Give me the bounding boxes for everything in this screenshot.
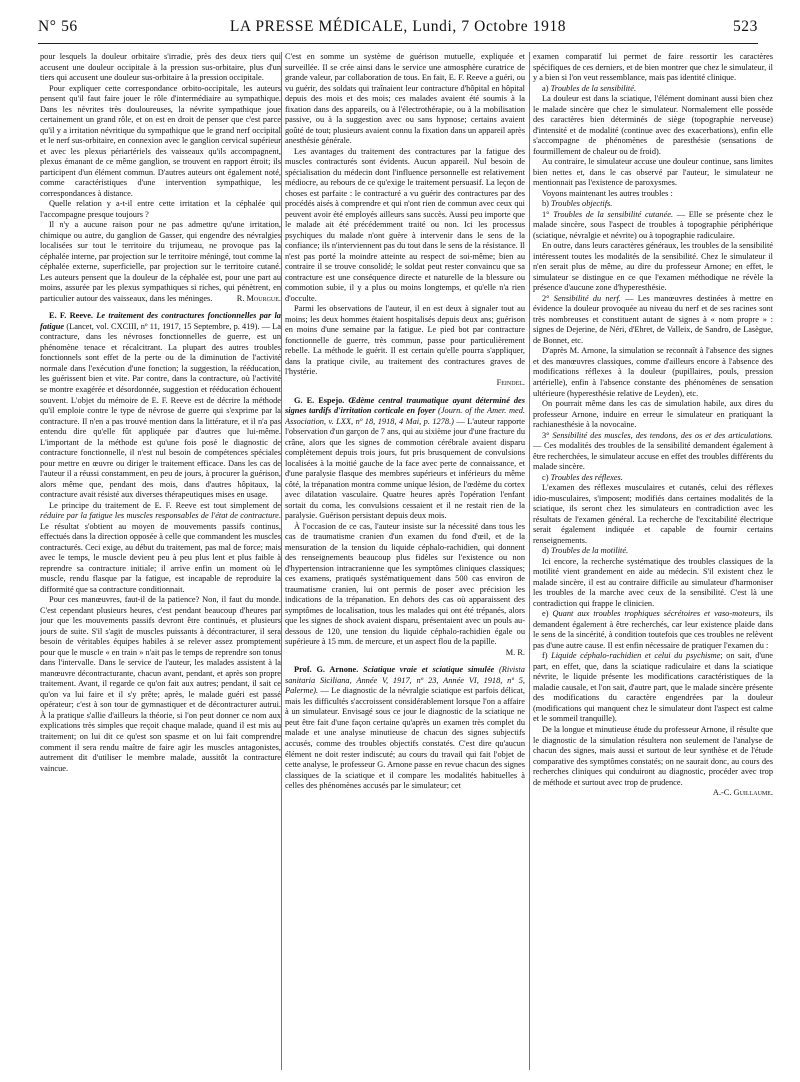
article-title: Le traitement des contractures fonctionnelles par la fatigue <box>40 311 281 331</box>
paragraph: Pour expliquer cette correspondance orbito-occipitale, les auteurs pensent qu'il faut faire jouer le rôle d'intermédiaire au sympathique. Dans les névrites très douloureuses, la névrite sympathique joue certainement un grand rôle, et on est en droit de penser que c'est parce qu'il y a irritation névritique du sympathique que le grand nerf occipital et le nerf sus-orbitaire, en connexion avec le ganglion cervical supérieur et avec les plexus périartériels des vaisseaux qu'ils accompagnent, plexus émanant de ce même ganglion, se trouvent en rapport étroit; ils participent d'un élément commun. D'autres auteurs ont également noté, comme caractéristiques d'une intervention sympathique, les correspondances à distance. <box>40 83 281 198</box>
signature <box>285 648 525 659</box>
article-body: — L'auteur rapporte l'observation d'un garçon de 7 ans, qui au sixième jour d'une fracture du crâne, alors que les signes de commotion cérébrale avaient disparu complètement depuis trois jours, fut pris brusquement de convulsions localisées à la moitié gauche de la face avec perte de connaissance, et d'une paralysie flasque des membres supérieurs et inférieurs du même côté, la trépanation montra comme unique lésion, de l'œdème du cortex avec dilatation vasculaire. Quatre heures après l'opération l'enfant sortait du coma, les convulsions cessaient et il ne restait rien de la paralysie. Guérison persistant depuis deux mois. <box>285 416 525 521</box>
paragraph-text: Il n'y a aucune raison pour ne pas admettre qu'une irritation, chimique ou autre, du ganglion de Gasser, qui engendre des névralgies localisées sur tout le territoire du trijumeau, ne provoque pas la céphalée interne, par projection sur le territoire méningé, tout comme la céphalée externe, superficielle, par projection sur le territoire cutané. Les auteurs pensent que la douleur de la céphalée est, pour une part au moins, assurée par les plexus sympathiques si riches, qui pénètrent, en particulier autour des vaisseaux, dans les méninges. <box>40 220 281 303</box>
paragraph: La douleur est dans la sciatique, l'élément dominant aussi bien chez le malade sincère que chez le simulateur. Normalement elle possède des caractères bien déterminés de siège (topographie nerveuse) d'intensité et de modalité (continue avec des exacerbations), enfin elle s'accompagne de phénomènes de paresthésie (sensations de fourmillement de chaleur ou de froid). <box>533 94 773 156</box>
paragraph: C'est en somme un système de guérison mutuelle, expliquée et surveillée. Il se crée ainsi dans le service une atmosphère curatrice de grande valeur, par collaboration de tous. En fait, E. F. Reeve a guéri, ou vu guérir, des soldats qui traînaient leur contracture d'hôpital en hôpital depuis des mois et des mois; ces malades avaient été soumis à la fixation dans des appareils, ou à l'électrothérapie, ou à la mobilisation passive, ou à la suggestion avec ou sans hypnose; certains avaient goûté de tout; plusieurs avaient connu la fixation dans un appareil après anesthésie générale. <box>285 52 525 146</box>
paragraph: Les avantages du traitement des contractures par la fatigue des muscles contracturés sont évidents. Aucun appareil. Nul besoin de spécialisation du médecin dont l'influence personnelle est relativement médiocre, au rebours de ce qu'exige le traitement persuasif. La leçon de choses est parfaite : le contracturé a vu guérir des contractures par des procédés aisés à comprendre et qui n'ont rien de commun avec ceux qui peuvent avoir été employés ailleurs sans succès. Aussi peu importe que le malade ait été précédemment traité ou non. Ici les processus psychiques du malade n'ont guère à intervenir dans le sens de la confiance; ils n'interviennent pas du tout dans le sens de la résistance. Il n'est pas porté la moindre atteinte au respect de soi-même; bien au contraire il se trouve consolidé; le soldat peut rester convaincu que sa contracture est une conséquence directe et naturelle de la blessure ou commotion subie, il y a plus ou moins longtemps, et qu'elle n'a rien d'occulte. <box>285 146 525 303</box>
section-title: Troubles de la sensibilité. <box>550 83 637 93</box>
article-body: (Lancet, vol. CXCIII, nº 11, 1917, 15 Septembre, p. 419). — La contracture, dans les névroses fonctionnelles de guerre, est un phénomène tenace et récalcitrant. La plupart des autres troubles fonctionnels sont effet de la perte ou de la diminution de l'activité normale dans l'exécution d'une fonction; la suggestion, la rééducation, les guérissent bien et vite. Par contre, dans la contracture, où l'activité se montre exagérée et désordonnée, suggestion et rééducation échouent souvent. L'objet du mémoire de E. F. Reeve est de décrire la méthode qu'il emploie contre le type de névrose de guerre qui s'exprime par la contracture. Il n'en a pas trouvé mention dans la littérature, et il n'a pas entendu dire qu'elle fût appliquée par d'autres que lui-même. L'important de la méthode est qu'une fois posé le diagnostic de contracture fonctionnelle, il n'est nul besoin de compétences spéciales pour mettre en œuvre ou diriger le traitement efficace. Dans les cas de l'auteur il a réussi constamment, en peu de jours, à procurer la guérison, alors même que, pendant des mois, dans d'autres hôpitaux, la contracture avait résisté aux diverses thérapeutiques mises en usage. <box>40 321 281 500</box>
paragraph <box>40 501 281 596</box>
section-a: a) Troubles de la sensibilité. <box>542 83 637 93</box>
paragraph: 2° Sensibilité du nerf. — Les manœuvres destinées à mettre en évidence la douleur provoquée au niveau du nerf et de ses racines sont très nombreuses et constituent autant de signes à « nom propre » : signes de Dejerine, de Néri, d'Ehret, de Valleix, de Sandro, de Lasègue, de Bonnet, etc. <box>533 293 773 345</box>
paragraph: De la longue et minutieuse étude du professeur Arnone, il résulte que le diagnostic de la simulation résultera non seulement de l'analyse de chacun des signes, mais aussi et surtout de leur synthèse et de l'étude comparative des symptômes constatés; on ne saurait donc, au cours des recherches cliniques qui conduiront au diagnostic, procéder avec trop de méthode et surtout avec trop de prudence. <box>533 725 773 787</box>
journal-title: LA PRESSE MÉDICALE, Lundi, 7 Octobre 1918 <box>229 18 567 35</box>
paragraph: Quelle relation y a-t-il entre cette irritation et la céphalée qui l'accompagne presque toujours ? <box>40 199 281 219</box>
paragraph-text: Le principe du traitement de E. F. Reeve est tout simplement de <box>49 500 281 510</box>
signature: R. Mourgue. <box>236 293 281 303</box>
column-2 <box>285 52 525 1074</box>
paragraph: f) Liquide céphalo-rachidien et celui du psychisme; on sait, d'une part, en effet, que, dans la sciatique radiculaire et dans la sciatique névrite, le liquide présente les modifications caractéristiques de la maladie causale, et l'on sait, d'autre part, que le malade sincère présente des modifications du caractère engendrées par la douleur (modifications qui manquent chez le simulateur dont l'aspect est calme et le sommeil tranquille). <box>533 651 773 724</box>
article-reeve <box>40 311 281 500</box>
issue-number: N° 56 <box>38 18 78 35</box>
paragraph: 3° Sensibilité des muscles, des tendons, des os et des articulations. — Ces modalités des troubles de la sensibilité demandent également à être recherchées, le simulateur accuse en effet des troubles différents du malade sincère. <box>533 430 773 472</box>
paragraph-text: — Ces modalités des troubles de la sensibilité demandent également à être recherchées, le simulateur accuse en effet des troubles différents du malade sincère. <box>533 441 773 472</box>
article-title: Œdème central traumatique ayant déterminé des signes tardifs d'irritation corticale en foyer <box>285 395 525 416</box>
column-divider <box>529 52 530 1070</box>
paragraph-text: — Elle se présente chez le malade sincère, sous l'aspect de troubles à topographie périphérique (sciatique, névralgie et névrite) ou à topographie radiculaire. <box>533 209 773 240</box>
section-b: b) Troubles objectifs. <box>542 199 613 209</box>
paragraph-text: ; on sait, d'une part, en effet, que, dans la sciatique radiculaire et dans la sciatique névrite, le liquide présente les modifications caractéristiques de la maladie causale, et l'on sait, d'autre part, que le malade sincère présente des modifications du caractère engendrées par la douleur (modifications qui manquent chez le simulateur dont l'aspect est calme et le sommeil tranquille). <box>533 651 773 724</box>
page-header <box>38 18 758 40</box>
signature-text: A.-C. Guillaume. <box>712 788 773 798</box>
paragraph-text: . Le résultat s'obtient au moyen de mouvements passifs continus, effectués dans la direction opposée à celle que commandent les muscles contracturés. Ceci exige, au début du traitement, pas mal de force; mais avec le temps, le muscle devient peu à peu plus lent et plus faible à reprendre sa contracture initiale; il arrive enfin un moment où le muscle, rendu flasque par la fatigue, est incapable de reproduire la difformité que sa contracture conditionnait. <box>40 511 281 594</box>
emphasis-text: réduire par la fatigue les muscles responsables de l'état de contracture <box>40 511 279 521</box>
section-d: d) Troubles de la motilité. <box>542 546 629 556</box>
article-author: Prof. G. Arnone. <box>294 665 359 675</box>
paragraph: examen comparatif lui permet de faire ressortir les caractères spécifiques de ces derniers, et de bien montrer que chez le simulateur, il y a bien si l'on veut ressemblance, mais pas identité clinique. <box>533 52 773 83</box>
paragraph: D'après M. Arnone, la simulation se reconnaît à l'absence des signes et des manœuvres classiques, comme d'ailleurs encore à l'absence des modifications réflexes à la douleur (pupillaires, pouls, pression artérielle), enfin à l'absence constante des phénomènes de sensation ultérieure (hyperesthésie relative de Leyden), etc. <box>533 346 773 398</box>
section-title: Troubles de la motilité. <box>551 546 629 556</box>
article-body: — Le diagnostic de la névralgie sciatique est parfois délicat, mais les difficultés s'accroissent considérablement lorsque l'on a affaire à un simulateur. Envisagé sous ce jour le diagnostic de la sciatique ne peut être fait d'une façon certaine qu'après un examen très complet du malade et une analyse minutieuse de chacun des signes subjectifs accusés, comme des troubles objectifs constatés. C'est dire qu'aucun élément ne doit rester indiscuté; au cours du travail qui fait l'objet de cette analyse, le professeur G. Arnone passe en revue chacun des signes classiques de la sciatique et il compare les modalités habituelles à celles des phénomènes accusés par le simulateur; cet <box>285 686 525 791</box>
article-espejo <box>285 396 525 522</box>
signature-text: M. R. <box>505 647 525 657</box>
section-c: c) Troubles des réflexes. <box>542 472 623 482</box>
article-arnone <box>285 665 525 791</box>
subsection-title: Sensibilité des muscles, des tendons, des os et des articulations. <box>552 430 773 440</box>
paragraph: Parmi les observations de l'auteur, il en est deux à signaler tout au moins; les deux hommes étaient hospitalisés depuis deux ans; guérison en moins d'une semaine par la fatigue. Le pied bot par contracture fonctionnelle de guerre, très commun, passe pour particulièrement rebelle. La méthode le guérit. Il est certain qu'elle pourra s'appliquer, dans la pratique civile, au traitement des contractures graves de l'hystérie. <box>285 304 525 377</box>
signature-text: Feindel. <box>496 377 525 387</box>
paragraph: Au contraire, le simulateur accuse une douleur continue, sans limites bien nettes et, dans le cas observé par l'auteur, le simulateur ne mentionnait pas l'existence de paroxysmes. <box>533 157 773 188</box>
subsection-title: Sensibilité du nerf. <box>553 293 621 303</box>
subsection-title: Troubles de la sensibilité cutanée. <box>553 209 674 219</box>
paragraph: pour lesquels la douleur orbitaire s'irradie, près des deux tiers qui accusent une douleur occipitale à la pression sus-orbitaire, plus d'un tiers qui accusent une douleur sus-orbitaire à la pression occipitale. <box>40 52 281 83</box>
paragraph: À l'occasion de ce cas, l'auteur insiste sur la nécessité dans tous les cas de traumatisme cranien d'un examen du fond d'œil, et de la mensuration de la tension du liquide céphalo-rachidien, qui donnent des renseignements beaucoup plus fidèles sur l'existence ou non d'hypertension intracranienne que les symptômes cliniques classiques; ces examens, pratiqués systématiquement dans 500 cas environ de traumatisme cranien, lui ont permis de poser avec précision les indications de la trépanation. En dehors des cas où apparaissent des symptômes de localisation, tous les malades qui ont été trépanés, alors que les signes de shock avaient disparu, présentaient avec un pouls au-dessous de 120, une tension du liquide céphalo-rachidien égale ou supérieure à 15 mm. de mercure, et un aspect flou de la papille. <box>285 521 525 647</box>
paragraph: Voyons maintenant les autres troubles : <box>542 188 673 198</box>
section-title: Quant aux troubles trophiques sécrétoires et vaso-moteurs, <box>552 609 762 619</box>
article-reference: (Rivista sanitaria Siciliana, Année V, 1917, nº 23, Année VI, 1918, nº 5, Palerme). <box>285 665 525 696</box>
paragraph-text: — Les manœuvres destinées à mettre en évidence la douleur provoquée au niveau du nerf et de ses racines sont très nombreuses et constituent autant de signes à « nom propre » : signes de Dejerine, de Néri, d'Ehret, de Valleix, de Sandro, de Lasègue, de Bonnet, etc. <box>533 293 773 345</box>
paragraph-text: ils demandent également à être recherchés, car leur existence plaide dans le sens de la sincérité, à condition toutefois que ces troubles ne relèvent pas d'une autre cause. Il est enfin nécessaire de pratiquer l'examen du : <box>533 609 773 650</box>
column-3 <box>533 52 773 1074</box>
header-rule <box>38 43 758 44</box>
paragraph <box>40 220 281 304</box>
paragraph: 1° Troubles de la sensibilité cutanée. — Elle se présente chez le malade sincère, sous l'aspect de troubles à topographie périphérique (sciatique, névralgie et névrite) ou à topographie radiculaire. <box>533 209 773 240</box>
column-divider <box>281 52 282 1070</box>
paragraph: Pour ces manœuvres, faut-il de la patience? Non, il faut du monde. C'est cependant plusieurs heures, c'est pendant beaucoup d'heures par jour que les mouvements passifs devront être continués, et plusieurs jours de suite. S'il s'agit de muscles puissants à décontracturer, il sera besoin de véritables équipes habiles à se relever assez promptement pour que le muscle « en train » n'ait pas le temps de reprendre son tonus dans l'intervalle. Dans le service de l'auteur, les malades assistent à la manœuvre décontracturante, chacun avant, pendant, et après son propre traitement. Avant, il regarde ce qu'on fait aux autres; pendant, il sait ce qu'on va lui faire et il s'y prête; après, le malade guéri est passé opérateur; c'est à son tour de gymnastiquer et de décontracturer autrui. À la pratique s'allie d'ailleurs la théorie, si l'on peut donner ce nom aux explications très simples que reçoit chaque malade, quand il est mis au traitement; on lui dit ce qu'est son spasme et on lui fait comprendre comment il sera rendu maître de faire agir les muscles antagonistes, autrement dit d'utiliser le membre malade, aussitôt la contracture vaincue. <box>40 595 281 773</box>
signature <box>285 378 525 389</box>
paragraph: L'examen des réflexes musculaires et cutanés, celui des réflexes idio-musculaires, s'imposent; modifiés dans certaines modalités de la sciatique, ils seront chez les simulateurs en contradiction avec les résultats de l'examen général. La recherche de l'excitabilité électrique serait également indiquée et capable de fournir certains renseignements. <box>533 483 773 545</box>
paragraph: En outre, dans leurs caractères généraux, les troubles de la sensibilité intéressent toutes les modalités de la sensibilité. Chez le simulateur il n'en serait plus de même, au dire du professeur Arnone; en effet, le simulateur se distingue en ce que l'examen méthodique ne révèle la présence d'aucune zone d'hyperesthésie. <box>533 241 773 293</box>
article-author: E. F. Reeve. <box>49 311 94 321</box>
article-title: Sciatique vraie et sciatique simulée <box>363 665 495 675</box>
article-author: G. E. Espejo. <box>294 395 345 405</box>
section-title: Troubles des réflexes. <box>550 472 623 482</box>
signature <box>533 788 773 799</box>
page-number: 523 <box>732 18 758 35</box>
article-reference: (Journ. of the Amer. med. Association, v. LXX, nº 18, 1918, 4 Mai, p. 1278.) <box>285 406 525 426</box>
column-1 <box>40 52 281 1074</box>
paragraph: On pourrait même dans les cas de simulation habile, aux dires du professeur Arnone, induire en erreur le simulateur en pratiquant la rachianesthésie à la novocaïne. <box>533 399 773 430</box>
section-title: Liquide céphalo-rachidien et celui du psychisme <box>551 651 721 661</box>
section-title: Troubles objectifs. <box>551 199 613 209</box>
paragraph: e) Quant aux troubles trophiques sécrétoires et vaso-moteurs, ils demandent également à être recherchés, car leur existence plaide dans le sens de la sincérité, à condition toutefois que ces troubles ne relèvent pas d'une autre cause. Il est enfin nécessaire de pratiquer l'examen du : <box>533 609 773 650</box>
paragraph: Ici encore, la recherche systématique des troubles classiques de la motilité vient grandement en aide au médecin. S'il existent chez le malade sincère, il est au contraire difficile au simulateur d'harmoniser les troubles de la marche avec ceux de la sensibilité. C'est là une contradiction qui frappe le clinicien. <box>533 556 773 608</box>
